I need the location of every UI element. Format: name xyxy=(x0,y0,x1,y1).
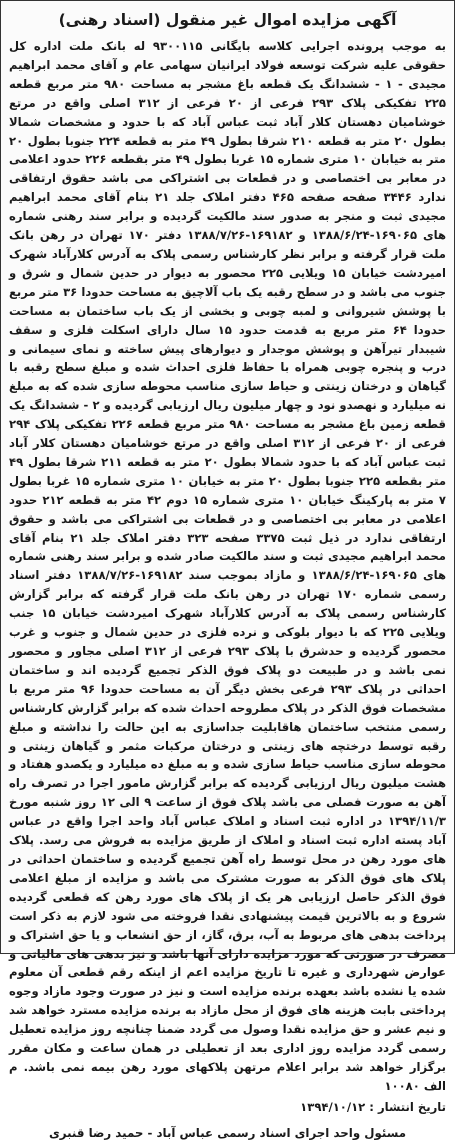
publish-date: تاریخ انتشار : ۱۳۹۴/۱۰/۱۲ xyxy=(300,1099,446,1114)
signature-line: مسئول واحد اجرای اسناد رسمی عباس آباد - حمید رضا قنبری xyxy=(48,1125,407,1140)
notice-title: آگهی مزایده اموال غیر منقول (اسناد رهنی) xyxy=(58,11,397,29)
notice-body: به موجب پرونده اجرایی کلاسه بایگانی ۹۳۰۰۱۱۵ له بانک ملت اداره کل حقوقی علیه شرکت توسعه فولاد ایرانیان سهامی عام و آقای محمد ابراهیم مجیدی - ۱ - ششدانگ یک قطعه باغ مشجر به مساحت ۹۸۰ متر مربع قطعه ۲۲۵ تفکیکی پلاک ۲۹۳ فرعی از ۲۰ فرعی از ۳۱۲ اصلی واقع در مرتع خوشامیان دهستان کلار آباد ثبت عباس آباد که با حدود و مشخصات شمالا بطول ۲۰ متر به قطعه ۲۱۰ شرقا بطول ۴۹ متر به قطعه ۲۲۴ جنوبا بطول ۲۰ متر به خیابان ۱۰ متری شماره ۱۵ غربا بطول ۴۹ متر بقطعه ۲۲۶ حدود اعلامی در معابر بی اختصاصی و در قطعات بی اشتراکی می باشد حقوق ارتفاقی ندارد ۳۴۴۶ صفحه صفحه ۴۶۵ دفتر املاک جلد ۲۱ بنام آقای محمد ابراهیم مجیدی ثبت و منجر به صدور سند مالکیت گردیده و برابر سند رهنی شماره های ۱۶۹۰۶۵-۱۳۸۸/۶/۲۴ و ۱۶۹۱۸۲-۱۳۸۸/۷/۲۶ دفتر ۱۷۰ تهران در رهن بانک ملت قرار گرفته و برابر نظر کارشناس رسمی پلاک به آدرس کلارآباد شهرک امیردشت خیابان ۱۵ ویلایی ۲۲۵ محصور به دیوار در حدین شمال و شرق و جنوب می باشد و در سطح رقبه یک باب آلاچیق به مساحت حدودا ۳۶ متر مربع با پوشش شیروانی و لمبه چوبی و بخشی از یک باب ساختمان به مساحت حدودا ۶۴ متر مربع به قدمت حدود ۱۵ سال دارای اسکلت فلزی و سقف شیبدار تیرآهن و پوشش موجدار و دیوارهای پیش ساخته و نمای سیمانی و درب و پنجره چوبی همراه با حفاظ فلزی احداث شده و مبلغ سطح رقبه با گیاهان و درختان زینتی و حیاط سازی مناسب محوطه سازی شده که به مبلغ نه میلیارد و نهصدو نود و چهار میلیون ریال ارزیابی گردیده و ۲ - ششدانگ یک قطعه زمین باغ مشجر به مساحت ۹۸۰ متر مربع قطعه ۲۲۶ تفکیکی پلاک ۲۹۴ فرعی از ۲۰ فرعی از ۳۱۲ اصلی واقع در مرتع خوشامیان دهستان کلار آباد ثبت عباس آباد که با حدود شمالا بطول ۲۰ متر به قطعه ۲۱۱ شرقا بطول ۴۹ متر بقطعه ۲۲۵ جنوبا بطول ۲۰ متر به خیابان ۱۰ متری شماره ۱۵ غربا بطول ۷ متر به پارکینگ خیابان ۱۰ متری شماره ۱۵ دوم ۴۲ متر به قطعه ۲۱۲ حدود اعلامی در معابر بی اختصاصی و در قطعات بی اشتراکی می باشد و حقوق ارتفاقی ندارد در ذیل ثبت ۳۳۷۵ صفحه ۳۲۳ دفتر املاک جلد ۲۱ بنام آقای محمد ابراهیم مجیدی ثبت و سند مالکیت صادر شده و برابر سند رهنی شماره های ۱۶۹۰۶۵-۱۳۸۸/۶/۲۴ و مازاد بموجب سند ۱۶۹۱۸۲-۱۳۸۸/۷/۲۶ دفتر اسناد رسمی شماره ۱۷۰ تهران در رهن بانک ملت قرار گرفته که برابر گزارش کارشناس رسمی پلاک به آدرس کلارآباد شهرک امیردشت خیابان ۱۵ جنب ویلایی ۲۲۵ که با دیوار بلوکی و نرده فلزی در حدین شمال و جنوب و غرب محصور گردیده و حدشرق با پلاک ۲۹۳ فرعی از ۳۱۲ اصلی مجاور و محصور نمی باشد و در طبیعت دو پلاک فوق الذکر تجمیع گردیده اند و ساختمان احداثی در پلاک ۲۹۳ فرعی بخش دیگر آن به مساحت حدودا ۹۶ متر مربع با مشخصات فوق الذکر در پلاک مطروحه احداث شده که برابر گزارش کارشناس رسمی منتخب ساختمان هاقابلیت جداسازی به این حالت را نداشته و مبلغ رقبه توسط درختچه های زینتی و درختان مرکبات مثمر و گیاهان زینتی و محوطه سازی مناسب حیاط سازی شده و به مبلغ ده میلیارد و یکصدو هفتاد و هشت میلیون ریال ارزیابی گردیده که برابر گزارش مامور اجرا در تصرف راه آهن به صورت فصلی می باشد پلاک فوق از ساعت ۹ الی ۱۲ روز شنبه مورخ ۱۳۹۴/۱۱/۳ در اداره ثبت اسناد و املاک عباس آباد واحد اجرا واقع در عباس آباد پسته اداره ثبت اسناد و املاک از طریق مزایده به فروش می رسد. پلاک های مورد رهن در محل توسط راه آهن تجمیع گردیده و ساختمان احداثی در پلاک های فوق الذکر به صورت مشترک می باشد و مزایده از مبلغ اعلامی فوق الذکر حاصل ارزیابی هر یک از پلاک های مورد رهن که قطعی گردیده شروع و به بالاترین قیمت پیشنهادی نقدا فروخته می شود لازم به ذکر است پرداخت بدهی های مربوط به آب، برق، گاز، از حق انشعاب و یا حق اشتراک و مصرف در صورتی که مورد مزایده دارای آنها باشد و نیز بدهی های مالیاتی و عوارض شهرداری و غیره تا تاریخ مزایده اعم از اینکه رقم قطعی آن معلوم شده یا نشده باشد بعهده برنده مزایده است و نیز در صورت وجود مازاد وجوه پرداختی بابت هزینه های فوق از محل مازاد به برنده مزایده مسترد خواهد شد و نیم عشر و حق مزایده نقدا وصول می گردد ضمنا چنانچه روز مزایده تعطیل رسمی گردد مزایده روز اداری بعد از تعطیلی در همان ساعت و مکان مقرر برگزار خواهد شد برابر اعلام مرتهن پلاکهای مورد رهن بیمه نمی باشد. م الف ۱۰۰۸۰ xyxy=(9,39,447,1093)
